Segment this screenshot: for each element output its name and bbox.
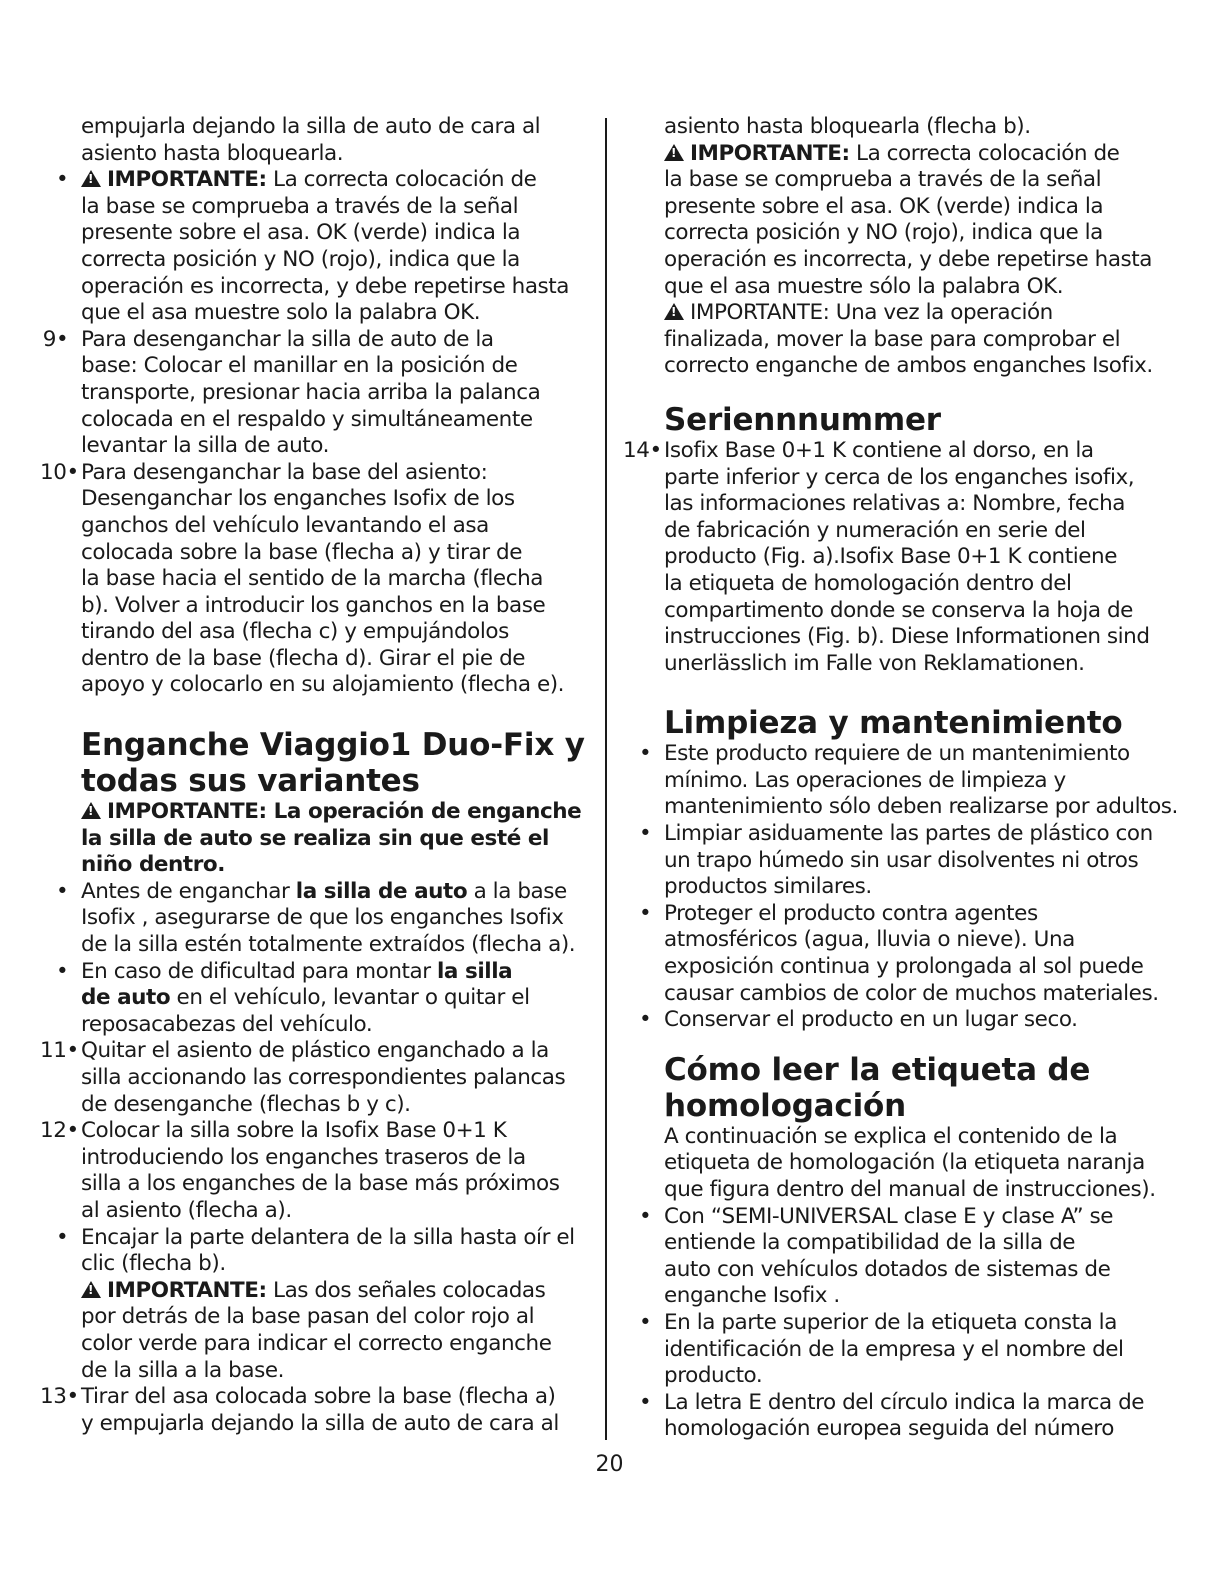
list-item: • !IMPORTANTE: La correcta colocación de xyxy=(40,167,595,194)
page-number: 20 xyxy=(595,1452,624,1477)
text-line: de la silla a la base. xyxy=(81,1357,285,1383)
text-line: la base se comprueba a través de la señal xyxy=(81,193,519,219)
text-line: introduciendo los enganches traseros de la xyxy=(81,1144,526,1170)
text-line: asiento hasta bloquearla. xyxy=(81,140,344,166)
text-line: correcta posición y NO (rojo), indica que la xyxy=(81,246,520,272)
important-note: !IMPORTANTE: La operación de enganche xyxy=(40,799,595,826)
text-line: correcta posición y NO (rojo), indica que la xyxy=(664,220,1103,246)
text-line: auto con vehículos dotados de sistemas de xyxy=(664,1256,1111,1282)
text-line: causar cambios de color de muchos materiales. xyxy=(664,980,1159,1006)
bullet: • xyxy=(638,900,664,926)
text-line: niño dentro. xyxy=(81,852,225,878)
bullet: • xyxy=(638,1007,664,1033)
item-number: 12• xyxy=(40,1118,92,1144)
text-line: de desenganche (flechas b y c). xyxy=(81,1091,411,1117)
text-line: tirando del asa (flecha c) y empujándolos xyxy=(81,619,509,645)
text-line: la silla de auto se realiza sin que esté el xyxy=(81,825,549,851)
list-item: • En caso de dificultad para montar la silla xyxy=(40,959,595,986)
text-line: transporte, presionar hacia arriba la palanca xyxy=(81,379,541,405)
text-line: enganche Isofix . xyxy=(664,1283,840,1309)
item-number: 13• xyxy=(40,1384,92,1410)
text-line: de fabricación y numeración en serie del xyxy=(664,517,1086,543)
list-item: 10• Para desenganchar la base del asiento: xyxy=(40,459,488,485)
text-line: y empujarla dejando la silla de auto de cara al xyxy=(81,1410,559,1436)
text-line: la etiqueta de homologación dentro del xyxy=(664,570,1072,596)
text-line: asiento hasta bloquearla (flecha b). xyxy=(664,114,1031,139)
text-line: ganchos del vehículo levantando el asa xyxy=(81,512,489,538)
warning-triangle-icon xyxy=(664,144,684,161)
text-line: que el asa muestre sólo la palabra OK. xyxy=(664,273,1064,299)
list-item: • Conservar el producto en un lugar seco. xyxy=(623,1007,1183,1034)
bullet: • xyxy=(638,1203,664,1229)
important-note: !IMPORTANTE: Una vez la operación xyxy=(623,300,1183,327)
bullet: • xyxy=(55,878,81,904)
text-line: correcto enganche de ambos enganches Isofix. xyxy=(664,353,1153,379)
warning-triangle-icon xyxy=(81,1281,101,1298)
list-item: • Antes de enganchar la silla de auto a la base xyxy=(40,879,595,906)
text-line: mínimo. Las operaciones de limpieza y xyxy=(664,767,1066,793)
text-line: homologación europea seguida del número xyxy=(664,1416,1114,1442)
section-heading: Seriennnummer xyxy=(664,401,941,438)
important-note: !IMPORTANTE: La correcta colocación de xyxy=(623,141,1183,168)
text-line: empujarla dejando la silla de auto de cara al xyxy=(81,114,541,139)
list-item: • Encajar la parte delantera de la silla hasta oír el xyxy=(40,1225,595,1252)
text-line: colocada en el respaldo y simultáneamente xyxy=(81,406,533,432)
text-line: instrucciones (Fig. b). Diese Informationen sind xyxy=(664,624,1150,650)
text-line: silla accionando las correspondientes palancas xyxy=(81,1065,566,1090)
bullet: • xyxy=(55,167,81,193)
column-divider xyxy=(605,118,607,1440)
text-line: producto. xyxy=(664,1363,763,1389)
item-number: 10• xyxy=(40,459,92,485)
text-line: la base hacia el sentido de la marcha (flecha xyxy=(81,566,543,592)
item-number: 14• xyxy=(623,437,675,463)
text-line: apoyo y colocarlo en su alojamiento (flecha e). xyxy=(81,672,565,698)
text-line: compartimento donde se conserva la hoja de xyxy=(664,597,1133,623)
bullet: • xyxy=(638,741,664,767)
list-item: 11• Quitar el asiento de plástico enganchado a la xyxy=(40,1038,549,1064)
text-line: un trapo húmedo sin usar disolventes ni otros xyxy=(664,847,1139,873)
text-line: entiende la compatibilidad de la silla de xyxy=(664,1230,1076,1256)
important-label: IMPORTANTE: xyxy=(107,167,267,193)
bullet: • xyxy=(55,958,81,984)
text-line: reposacabezas del vehículo. xyxy=(81,1011,373,1037)
bullet: • xyxy=(638,1309,664,1335)
list-item: • Este producto requiere de un mantenimiento xyxy=(623,741,1183,768)
section-heading: homologación xyxy=(664,1087,906,1124)
list-item: 12• Colocar la silla sobre la Isofix Base 0+1 K xyxy=(40,1118,507,1144)
text-line: operación es incorrecta, y debe repetirse hasta xyxy=(81,273,570,299)
text-line: b). Volver a introducir los ganchos en la base xyxy=(81,592,546,618)
left-column xyxy=(40,114,595,1437)
text-line: A continuación se explica el contenido de la xyxy=(664,1123,1118,1149)
text-line: color verde para indicar el correcto enganche xyxy=(81,1330,552,1356)
text-line: unerlässlich im Falle von Reklamationen. xyxy=(664,650,1085,676)
text-line: atmosféricos (agua, lluvia o nieve). Una xyxy=(664,927,1075,953)
list-item: 13• Tirar del asa colocada sobre la base (flecha a) xyxy=(40,1384,556,1410)
text-line: base: Colocar el manillar en la posición de xyxy=(81,353,518,379)
text-line: presente sobre el asa. OK (verde) indica la xyxy=(664,193,1104,219)
list-item: • Con “SEMI-UNIVERSAL clase E y clase A” se xyxy=(623,1204,1183,1231)
text-line: presente sobre el asa. OK (verde) indica la xyxy=(81,220,521,246)
text-line: mantenimiento sólo deben realizarse por adultos. xyxy=(664,794,1178,820)
text-line: las informaciones relativas a: Nombre, fecha xyxy=(664,491,1125,517)
text-line: Desenganchar los enganches Isofix de los xyxy=(81,486,515,512)
text-line: finalizada, mover la base para comprobar el xyxy=(664,326,1121,352)
section-heading: Cómo leer la etiqueta de xyxy=(664,1051,1091,1088)
list-item: • Limpiar asiduamente las partes de plástico con xyxy=(623,821,1183,848)
list-item: 14• Isofix Base 0+1 K contiene al dorso, en la xyxy=(623,437,1094,463)
text-line: parte inferior y cerca de los enganches isofix, xyxy=(664,464,1135,490)
text-line: Isofix , asegurarse de que los enganches Isofix xyxy=(81,905,564,931)
text-line: que figura dentro del manual de instrucciones). xyxy=(664,1177,1156,1202)
text-line: silla a los enganches de la base más próximos xyxy=(81,1171,560,1197)
text-line: que el asa muestre solo la palabra OK. xyxy=(81,300,481,326)
text-line: colocada sobre la base (flecha a) y tirar de xyxy=(81,539,522,565)
warning-triangle-icon xyxy=(81,802,101,819)
bullet: • xyxy=(55,1224,81,1250)
text-line: operación es incorrecta, y debe repetirse hasta xyxy=(664,246,1153,272)
bullet: • xyxy=(638,1389,664,1415)
text-line: exposición continua y prolongada al sol puede xyxy=(664,954,1144,980)
section-heading: Limpieza y mantenimiento xyxy=(664,705,1123,742)
warning-triangle-icon xyxy=(81,170,101,187)
text-line: al asiento (flecha a). xyxy=(81,1197,292,1223)
text-line: la base se comprueba a través de la señal xyxy=(664,167,1102,193)
text-line: levantar la silla de auto. xyxy=(81,433,329,459)
list-item: 9• Para desenganchar la silla de auto de la xyxy=(40,327,595,354)
text-line: dentro de la base (flecha d). Girar el pie de xyxy=(81,645,526,671)
text-line: por detrás de la base pasan del color rojo al xyxy=(81,1304,535,1330)
right-column xyxy=(623,114,1183,1443)
bullet: • xyxy=(638,821,664,847)
list-item: • La letra E dentro del círculo indica la marca de xyxy=(623,1390,1183,1417)
list-item: • En la parte superior de la etiqueta consta la xyxy=(623,1310,1183,1337)
important-note: !IMPORTANTE: Las dos señales colocadas xyxy=(40,1278,595,1305)
item-number: 11• xyxy=(40,1038,92,1064)
text-line: de auto en el vehículo, levantar o quitar el xyxy=(81,985,530,1011)
text-line: de la silla estén totalmente extraídos (flecha a). xyxy=(81,932,576,958)
text-line: identificación de la empresa y el nombre del xyxy=(664,1336,1124,1362)
text-line: clic (flecha b). xyxy=(81,1251,226,1277)
list-item: • Proteger el producto contra agentes xyxy=(623,901,1183,928)
section-heading: todas sus variantes xyxy=(81,763,420,800)
section-heading: Enganche Viaggio1 Duo-Fix y xyxy=(81,727,585,764)
text-line: producto (Fig. a).Isofix Base 0+1 K contiene xyxy=(664,544,1117,570)
item-number: 9• xyxy=(42,326,81,352)
warning-triangle-icon xyxy=(664,303,684,320)
text-line: etiqueta de homologación (la etiqueta naranja xyxy=(664,1150,1145,1176)
text-line: productos similares. xyxy=(664,874,872,900)
